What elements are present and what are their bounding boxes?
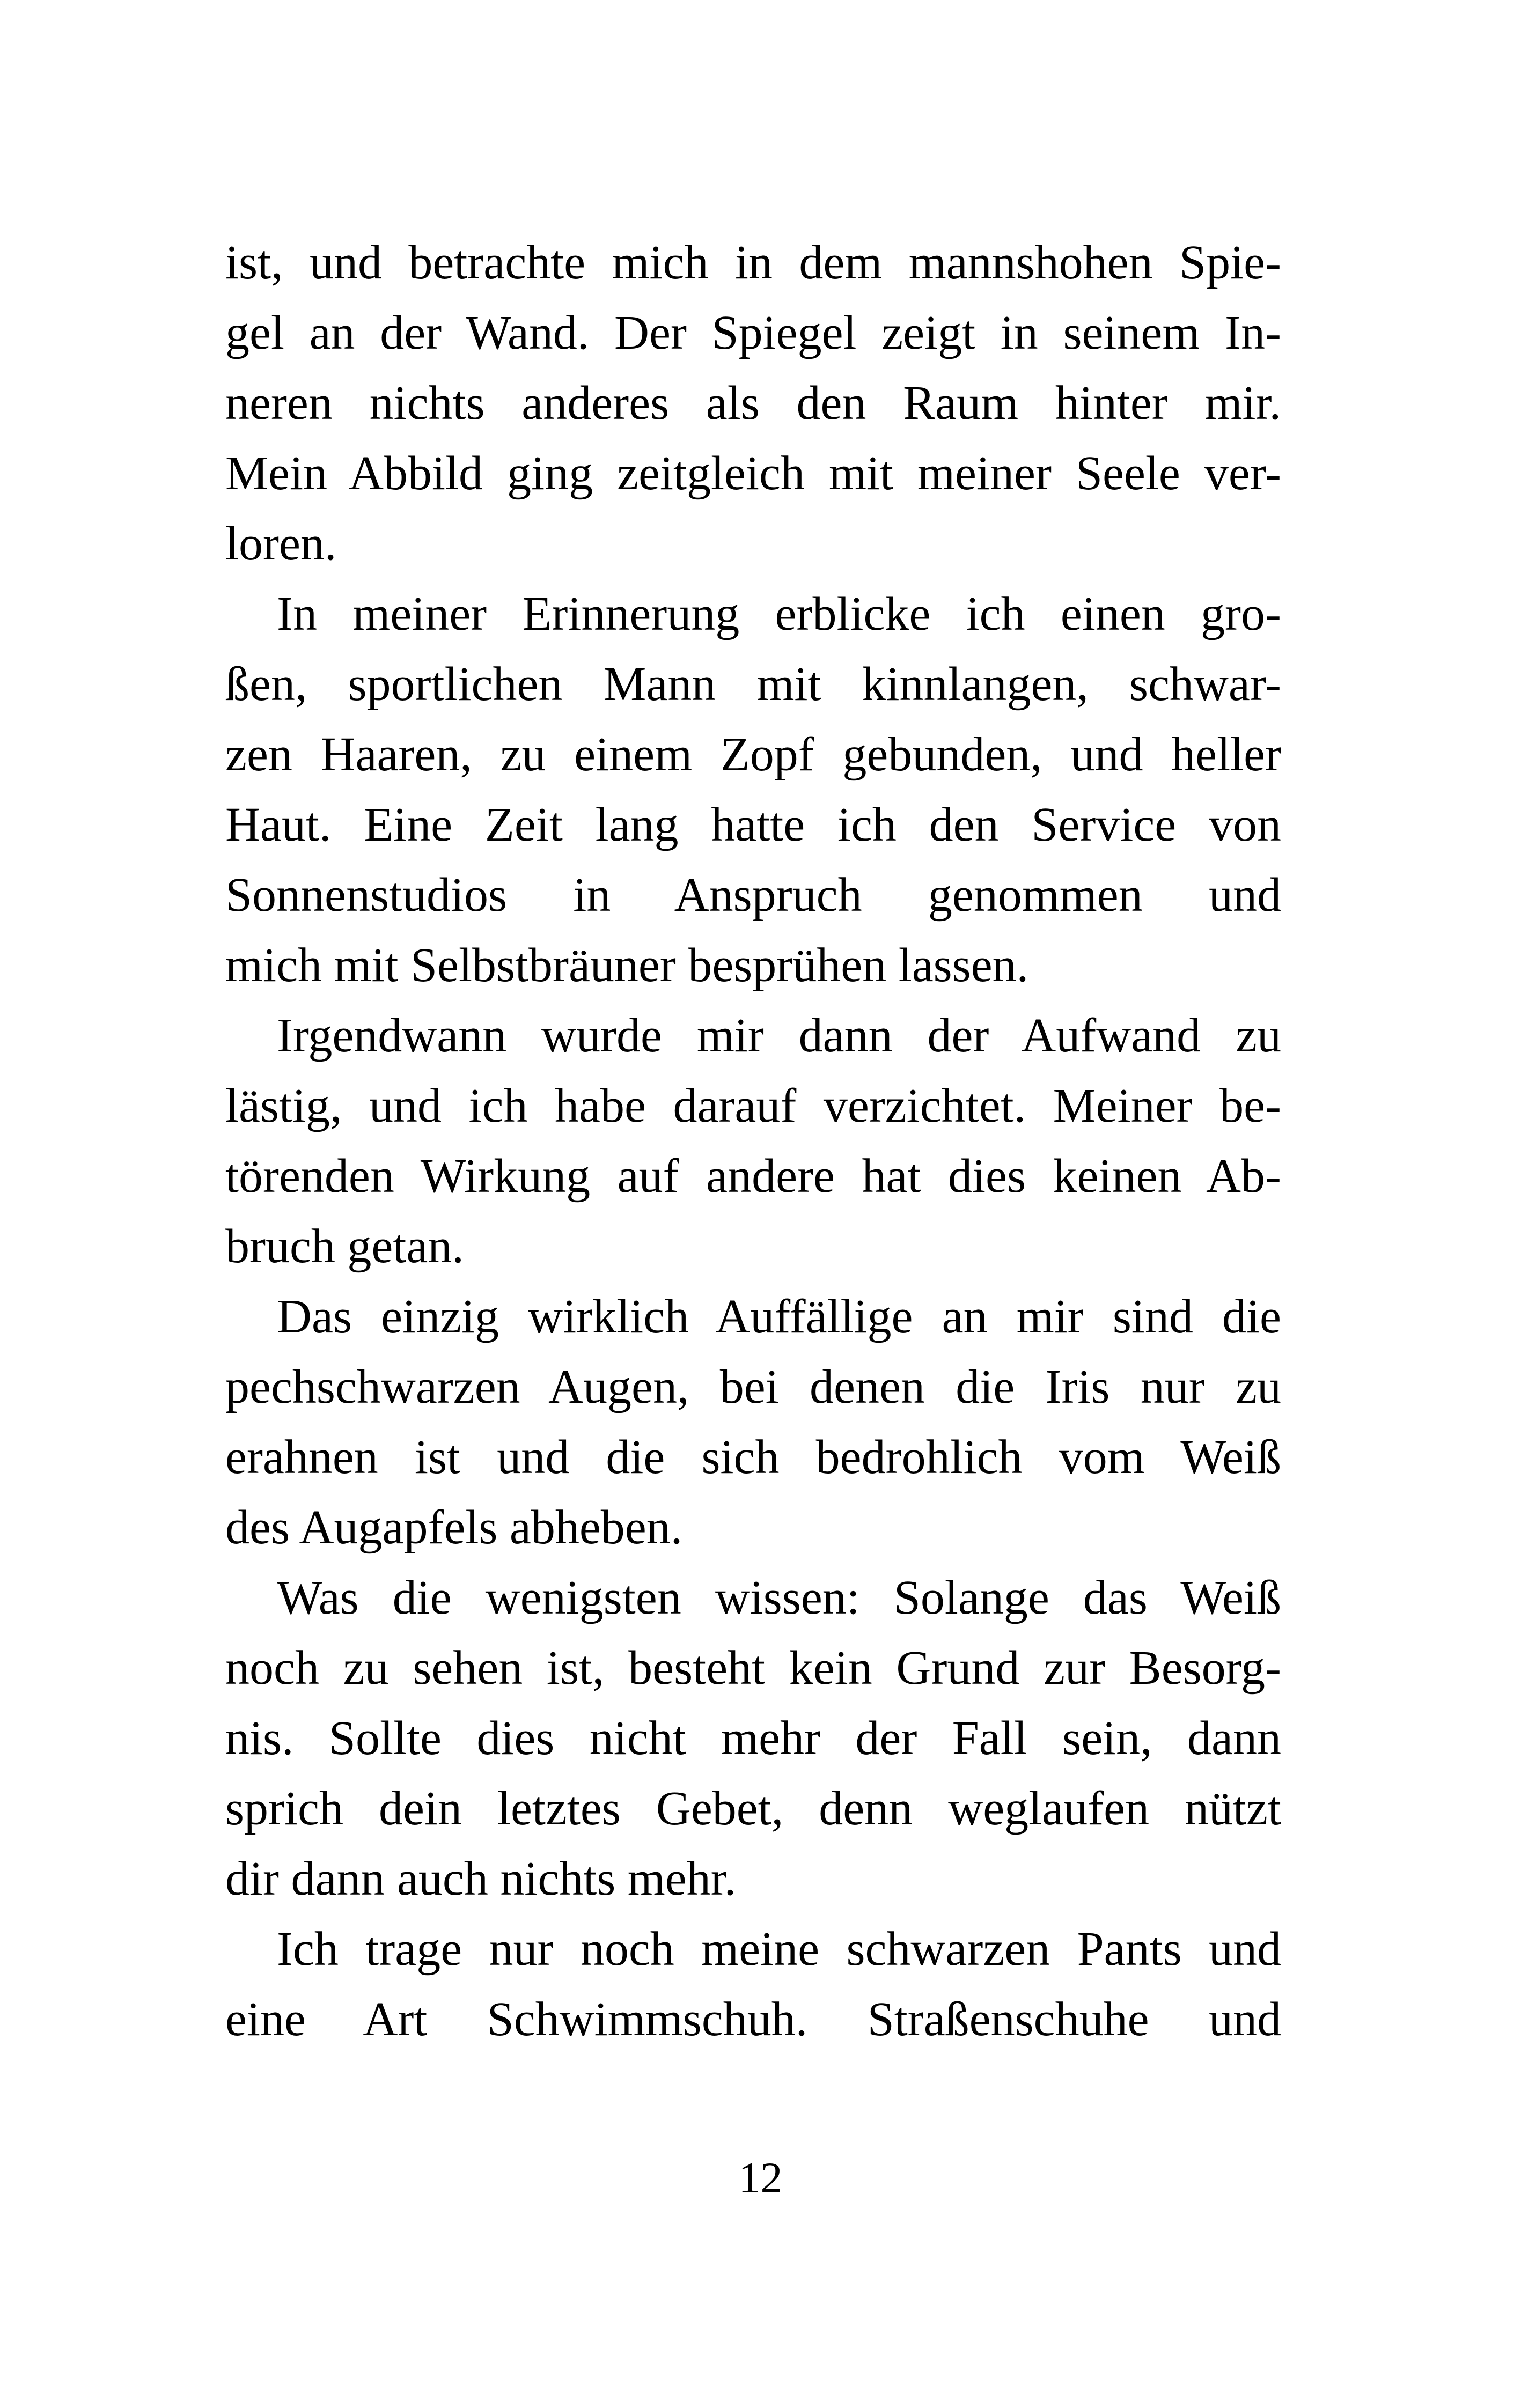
paragraph [225, 1282, 1281, 1563]
text-line: törenden Wirkung auf andere hat dies keinen Ab- [225, 1150, 1281, 1203]
text-line: noch zu sehen ist, besteht kein Grund zur Besorg- [225, 1641, 1281, 1695]
text-line: neren nichts anderes als den Raum hinter mir. [225, 377, 1281, 430]
paragraph [225, 227, 1281, 579]
text-line: bruch getan. [225, 1220, 464, 1273]
text-line: Haut. Eine Zeit lang hatte ich den Service von [225, 798, 1281, 851]
text-line: Irgendwann wurde mir dann der Aufwand zu [277, 1009, 1281, 1062]
text-line: pechschwarzen Augen, bei denen die Iris nur zu [225, 1360, 1281, 1413]
text-line: dir dann auch nichts mehr. [225, 1852, 737, 1905]
text-line: loren. [225, 517, 337, 570]
text-line: erahnen ist und die sich bedrohlich vom Weiß [225, 1431, 1281, 1484]
paragraph [225, 1000, 1281, 1282]
text-line: nis. Sollte dies nicht mehr der Fall sein, dann [225, 1712, 1281, 1765]
text-line: ist, und betrachte mich in dem mannshohen Spie- [225, 236, 1281, 289]
text-line: sprich dein letztes Gebet, denn weglaufen nützt [225, 1782, 1281, 1835]
paragraph [225, 1563, 1281, 1914]
text-line: mich mit Selbstbräuner besprühen lassen. [225, 939, 1029, 992]
text-line: gel an der Wand. Der Spiegel zeigt in seinem In- [225, 306, 1281, 359]
text-line: Was die wenigsten wissen: Solange das Weiß [277, 1571, 1281, 1624]
paragraph [225, 1914, 1281, 2054]
text-line: Sonnenstudios in Anspruch genommen und [225, 868, 1281, 922]
text-line: zen Haaren, zu einem Zopf gebunden, und heller [225, 728, 1281, 781]
text-line: eine Art Schwimmschuh. Straßenschuhe und [225, 1993, 1281, 2046]
page-number: 12 [738, 2153, 783, 2202]
text-line: lästig, und ich habe darauf verzichtet. Meiner be- [225, 1079, 1281, 1132]
text-line: ßen, sportlichen Mann mit kinnlangen, schwar- [225, 658, 1281, 711]
body-text [225, 227, 1281, 2054]
text-line: Ich trage nur noch meine schwarzen Pants und [277, 1923, 1281, 1976]
text-line: des Augapfels abheben. [225, 1501, 683, 1554]
text-line: Das einzig wirklich Auffällige an mir sind die [277, 1290, 1281, 1343]
text-line: Mein Abbild ging zeitgleich mit meiner Seele ver- [225, 447, 1281, 500]
text-line: In meiner Erinnerung erblicke ich einen gro- [277, 587, 1281, 640]
paragraph [225, 579, 1281, 1000]
